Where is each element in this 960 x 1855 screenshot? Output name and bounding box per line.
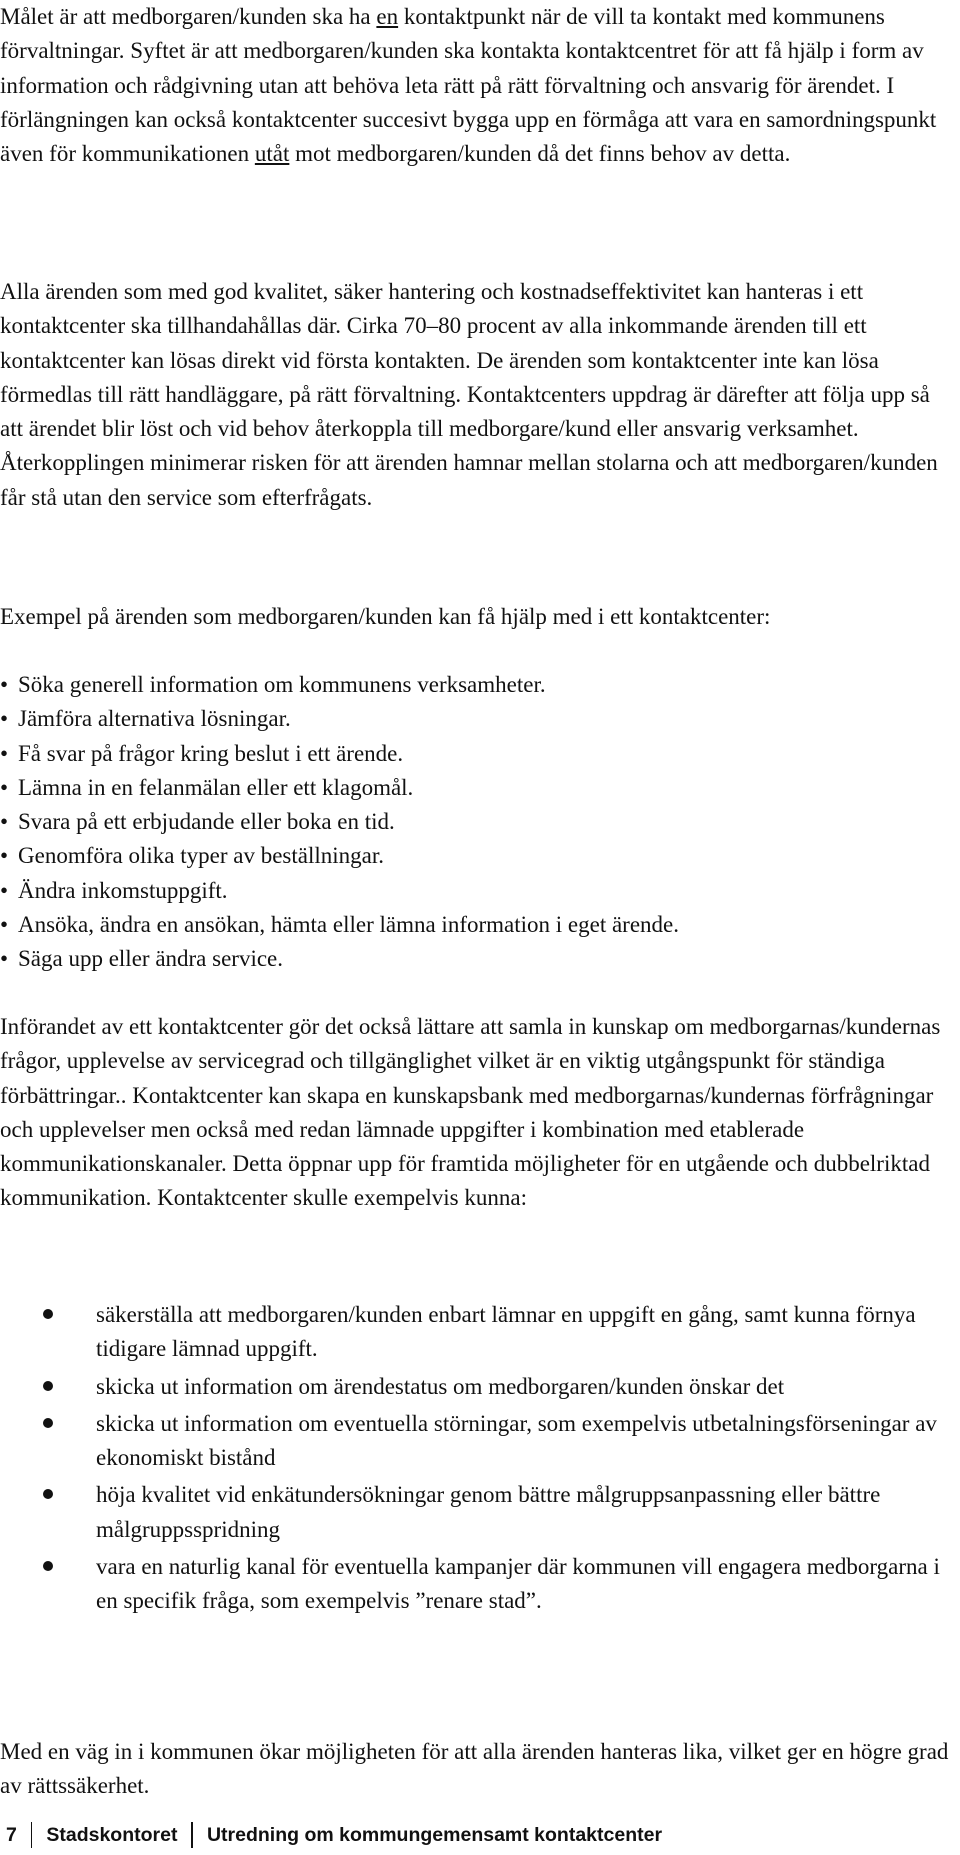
paragraph-arenden: Alla ärenden som med god kvalitet, säker hantering och kostnadseffektivitet kan hanteras i ett kontaktcenter ska tillhandahållas där. Cirka 70–80 procent av alla inkommande ärenden till ett kontaktcenter kan lösas direkt vid första kontakten. De ärenden som kontaktcenter inte kan lösa förmedlas till rätt handläggare, på rätt förvaltning. Kontaktcenters uppdrag är därefter att följa upp så att ärendet blir löst och vid behov återkoppla till medborgare/kund eller ansvarig verksamhet. Återkopplingen minimerar risken för att ärenden hamnar mellan stolarna och att medborgaren/kunden får stå utan den service som efterfrågats. [0,279,938,510]
bullet-icon: • [0,843,9,869]
list-item [0,1298,952,1367]
page-number: 7 [6,1823,17,1846]
list-item [0,737,952,771]
footer-department: Stadskontoret [46,1823,178,1846]
list-item [0,668,952,702]
bullet-icon: • [0,774,9,800]
list-item-text: vara en naturlig kanal för eventuella kampanjer där kommunen vill engagera medborgarna i en specifik fråga, som exempelvis ”renare stad”. [96,1554,940,1614]
footer-divider [191,1822,193,1848]
footer-divider [31,1822,33,1848]
bullet-icon: • [0,877,9,903]
example-bullet-list [0,668,952,977]
bullet-icon [43,1489,53,1499]
list-item-text: Lämna in en felanmälan eller ett klagomål. [18,774,414,800]
page-footer [6,1820,662,1850]
list-item-text: Ansöka, ändra en ansökan, hämta eller lämna information i eget ärende. [18,912,679,938]
list-item-text: Söka generell information om kommunens verksamheter. [18,672,546,697]
paragraph-intro-text-2: kontaktpunkt när de vill ta kontakt med kommunens förvaltningar. Syftet är att medborgaren/kunden ska kontakta kontaktcentret för att få hjälp i form av information och rådgivning utan att behöva leta rätt på rätt förvaltning och ansvarig för ärendet. I förlängningen kan också kontaktcenter succesivt bygga upp en förmåga att vara en samordningspunkt även för kommunikationen [0,4,937,167]
underlined-word-utat: utåt [254,141,290,167]
list-item-text: Få svar på frågor kring beslut i ett ärende. [18,740,404,766]
bullet-icon: • [0,740,9,766]
bullet-icon: • [0,706,9,732]
list-item-text: Jämföra alternativa lösningar. [18,706,291,732]
list-item-text: skicka ut information om ärendestatus om medborgaren/kunden önskar det [96,1373,785,1399]
list-item [0,908,952,942]
list-item [0,1550,952,1619]
capability-bullet-list [0,1298,952,1622]
list-item [0,1407,952,1476]
list-item-text: Svara på ett erbjudande eller boka en tid. [18,809,395,835]
list-item [0,942,952,976]
bullet-icon [43,1309,53,1319]
bullet-icon: • [0,809,9,835]
paragraph-intro-text-3: mot medborgaren/kunden då det finns behov av detta. [289,141,791,167]
list-item [0,805,952,839]
paragraph-intro [0,0,952,171]
list-item-text: Säga upp eller ändra service. [18,946,284,972]
list-item-text: Genomföra olika typer av beställningar. [18,843,384,869]
underlined-word-en: en [376,4,399,29]
list-item-text: Ändra inkomstuppgift. [18,877,228,903]
list-item-text: skicka ut information om eventuella störningar, som exempelvis utbetalningsförseningar av ekonomiskt bistånd [96,1410,937,1471]
bullet-icon: • [0,946,9,972]
list-item [0,1478,952,1547]
list-item-text: säkerställa att medborgaren/kunden enbart lämnar en uppgift en gång, samt kunna förnya tidigare lämnad uppgift. [96,1302,916,1362]
paragraph-intro-text-1: Målet är att medborgaren/kunden ska ha [0,4,377,29]
list-item [0,771,952,805]
list-item [0,1370,952,1404]
bullet-icon [43,1418,53,1428]
bullet-icon: • [0,672,9,697]
paragraph-exempel: Exempel på ärenden som medborgaren/kunden kan få hjälp med i ett kontaktcenter: [0,604,771,629]
list-item [0,874,952,908]
list-item [0,702,952,736]
bullet-icon [43,1561,53,1571]
list-item [0,839,952,873]
paragraph-inforandet: Införandet av ett kontaktcenter gör det också lättare att samla in kunskap om medborgarnas/kundernas frågor, upplevelse av servicegrad och tillgänglighet vilket är en viktig utgångspunkt för ständiga förbättringar.. Kontaktcenter kan skapa en kunskapsbank med medborgarnas/kundernas förfrågningar och upplevelser men också med redan lämnade uppgifter i kombination med etablerade kommunikationskanaler. Detta öppnar upp för framtida möjligheter för en utgående och dubbelriktad kommunikation. Kontaktcenter skulle exempelvis kunna: [0,1014,941,1211]
bullet-icon [43,1381,53,1391]
footer-document-title: Utredning om kommungemensamt kontaktcenter [206,1823,663,1846]
list-item-text: höja kvalitet vid enkätundersökningar genom bättre målgruppsanpassning eller bättre målgruppsspridning [96,1482,881,1542]
bullet-icon: • [0,912,9,938]
paragraph-vag-in: Med en väg in i kommunen ökar möjligheten för att alla ärenden hanteras lika, vilket ger en högre grad av rättssäkerhet. [0,1739,949,1799]
